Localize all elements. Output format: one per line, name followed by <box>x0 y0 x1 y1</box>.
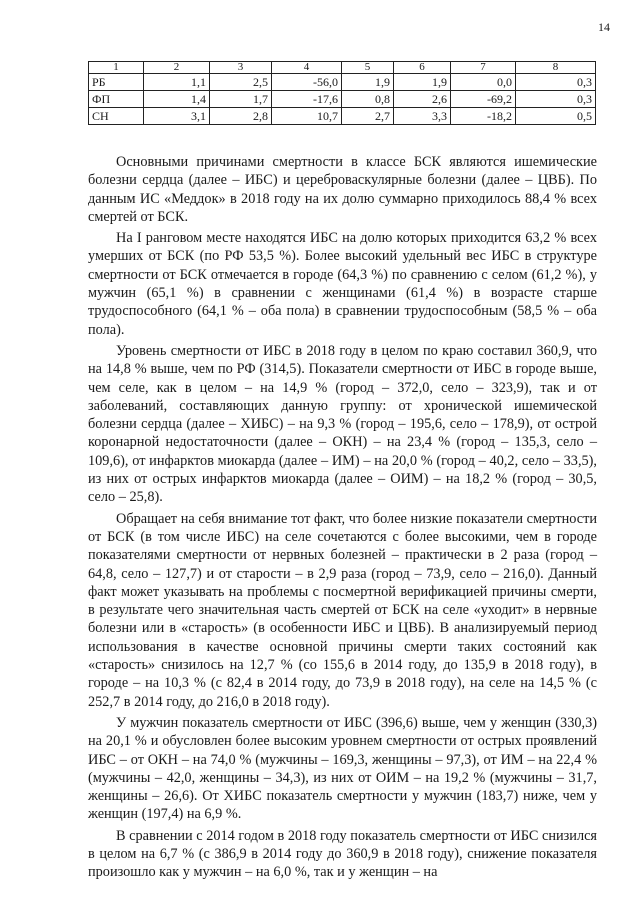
table-cell: 1,1 <box>144 74 210 91</box>
table-cell: 3,1 <box>144 108 210 125</box>
body-text <box>88 153 597 885</box>
paragraph: В сравнении с 2014 годом в 2018 году показатель смертности от ИБС снизился в целом на 6,7 % (с 386,9 в 2014 году до 360,9 в 2018 году), снижение показателя произошло как у мужчин – на 6,0 %, так и у женщин – на <box>88 827 597 881</box>
table-cell: 0,8 <box>342 91 394 108</box>
table-cell: 0,3 <box>516 74 596 91</box>
paragraph: Обращает на себя внимание тот факт, что более низкие показатели смертности от БСК (в том числе ИБС) на селе сочетаются с более высокими, чем в городе показателями смертности от нервных болезней – практически в 2 раза (город – 64,8, село – 127,7) и от старости – в 2,9 раза (город – 73,9, село – 216,0). Данный факт может указывать на проблемы с посмертной верификацией причины смерти, в результате чего значительная часть смертей от БСК на селе «уходит» в нервные болезни или в «старость» (в особенности ИБС и ЦВБ). В анализируемый период использования в качестве основной причины смерти таких состояний как «старость» снизилось на 12,7 % (со 155,6 в 2014 году, до 135,9 в 2018 году), в городе – на 10,3 % (с 82,4 в 2014 году, до 73,9 в 2018 году), на селе на 14,5 % (с 252,7 в 2014 году, до 216,0 в 2018 году). <box>88 510 597 710</box>
table-cell: 2,8 <box>210 108 272 125</box>
table-cell: -18,2 <box>451 108 516 125</box>
paragraph: Основными причинами смертности в классе БСК являются ишемические болезни сердца (далее – ИБС) и цереброваскулярные болезни (далее – ЦВБ). По данным ИС «Меддок» в 2018 году на их долю суммарно приходилось 88,4 % всех смертей от БСК. <box>88 154 597 225</box>
table-header-cell: 4 <box>272 62 342 74</box>
table-cell: 3,3 <box>394 108 451 125</box>
table-cell: 1,7 <box>210 91 272 108</box>
table-cell: -17,6 <box>272 91 342 108</box>
table-cell: 2,7 <box>342 108 394 125</box>
table-header-cell: 6 <box>394 62 451 74</box>
table-cell: 1,9 <box>394 74 451 91</box>
table-header-cell: 7 <box>451 62 516 74</box>
table-cell: 10,7 <box>272 108 342 125</box>
paragraph: На I ранговом месте находятся ИБС на долю которых приходится 63,2 % всех умерших от БСК (по РФ 53,5 %). Более высокий удельный вес ИБС в структуре смертности от БСК отмечается в городе (64,3 %) по сравнению с селом (61,2 %), у мужчин (65,1 %) в сравнении с женщинами (61,4 %) в возрасте старше трудоспособного (64,1 % – оба пола) в сравнении трудоспособным (58,5 % – оба пола). <box>88 230 597 338</box>
table-cell: 1,9 <box>342 74 394 91</box>
page-number: 14 <box>598 20 610 34</box>
table-cell: 0,0 <box>451 74 516 91</box>
table-header-cell: 2 <box>144 62 210 74</box>
table-header-row <box>89 62 596 74</box>
paragraph: Уровень смертности от ИБС в 2018 году в целом по краю составил 360,9, что на 14,8 % выше, чем по РФ (314,5). Показатели смертности от ИБС в городе выше, чем селе, как в целом – на 14,9 % (город – 372,0, село – 323,9), так и от заболеваний, составляющих данную группу: от хронической ишемической болезни сердца (далее – ХИБС) – на 9,3 % (город – 195,6, село – 178,9), от острой коронарной недостаточности (далее – ОКН) – на 23,4 % (город – 135,3, село – 109,6), от инфарктов миокарда (далее – ИМ) – на 20,0 % (город – 40,2, село – 33,5), из них от острых инфарктов миокарда (далее – ОИМ) – на 18,2 % (город – 30,5, село – 25,8). <box>88 342 597 506</box>
table-header-cell: 5 <box>342 62 394 74</box>
table-cell: РБ <box>89 74 144 91</box>
table-row <box>89 108 596 125</box>
table-cell: ФП <box>89 91 144 108</box>
table-cell: СН <box>89 108 144 125</box>
table-row <box>89 74 596 91</box>
table-header-cell: 3 <box>210 62 272 74</box>
table-cell: 2,5 <box>210 74 272 91</box>
table-header-cell: 8 <box>516 62 596 74</box>
table-cell: 0,3 <box>516 91 596 108</box>
table-cell: -56,0 <box>272 74 342 91</box>
table-header-cell: 1 <box>89 62 144 74</box>
table-cell: 1,4 <box>144 91 210 108</box>
table-cell: -69,2 <box>451 91 516 108</box>
table-row <box>89 91 596 108</box>
data-table <box>88 61 596 125</box>
table-cell: 0,5 <box>516 108 596 125</box>
paragraph: У мужчин показатель смертности от ИБС (396,6) выше, чем у женщин (330,3) на 20,1 % и обусловлен более высоким уровнем смертности от острых проявлений ИБС – от ОКН – на 74,0 % (мужчины – 169,3, женщины – 97,3), от ИМ – на 22,4 % (мужчины – 42,0, женщины – 34,3), из них от ОИМ – на 19,2 % (мужчины – 31,7, женщины – 26,6). От ХИБС показатель смертности у мужчин (183,7) ниже, чем у женщин (197,4) на 6,9 %. <box>88 714 597 823</box>
table-cell: 2,6 <box>394 91 451 108</box>
